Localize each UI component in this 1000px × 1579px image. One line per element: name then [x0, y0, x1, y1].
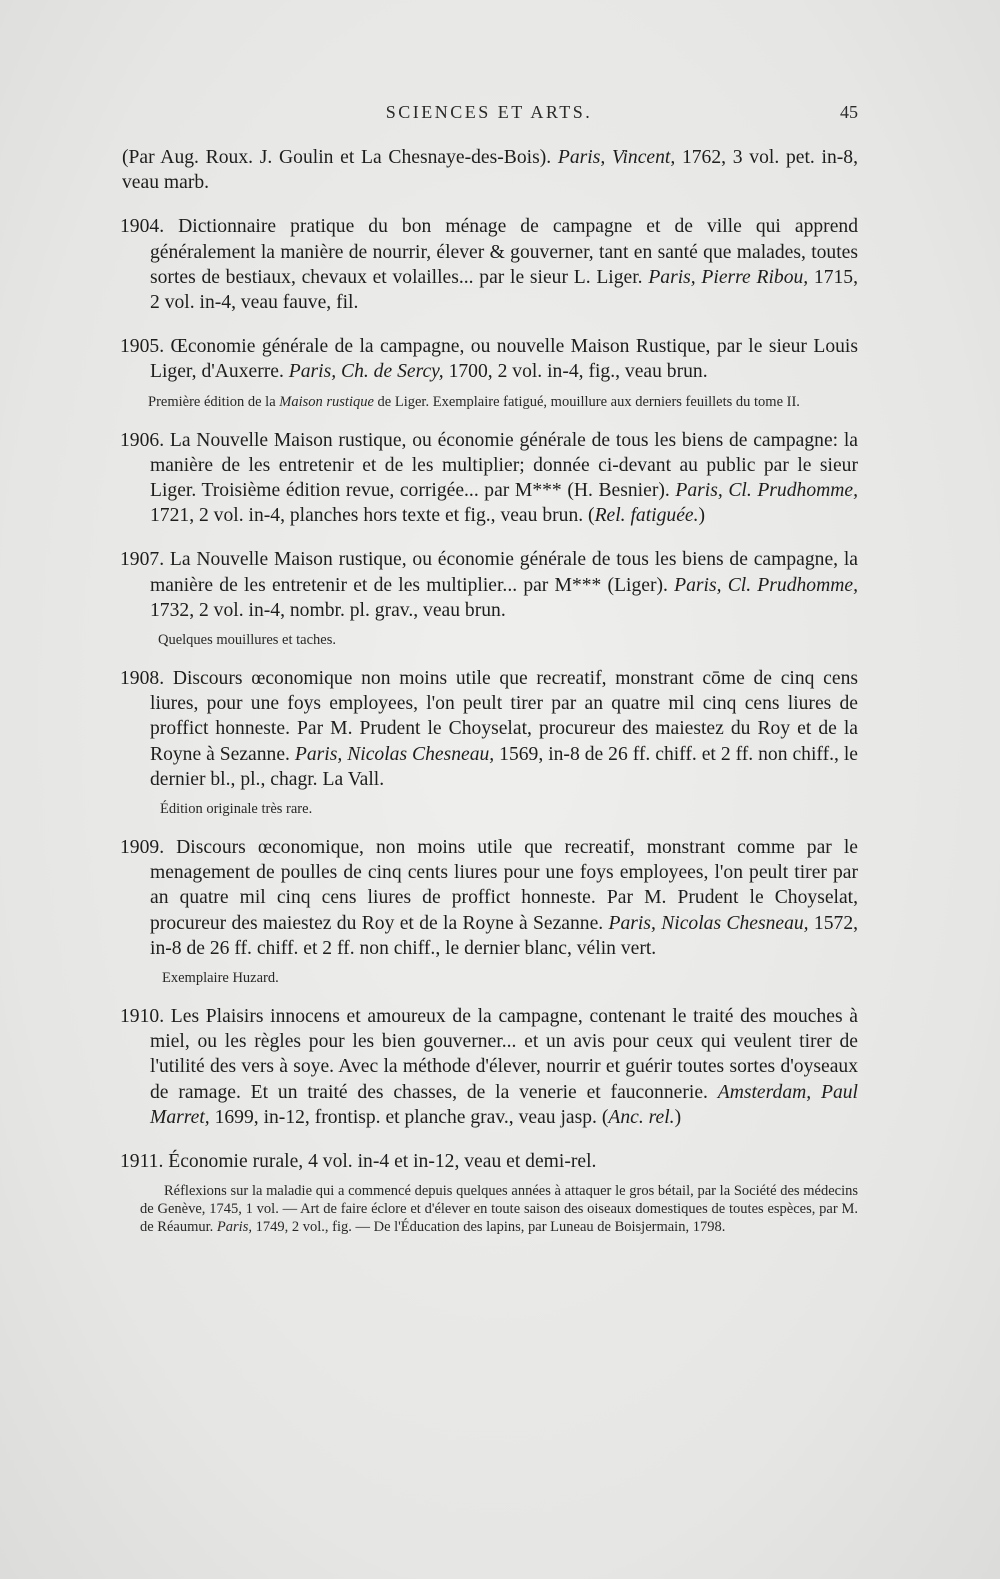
entry-remark: Rel. fatiguée.: [594, 505, 699, 527]
entry-imprint: Paris, Ch. de Sercy,: [288, 361, 444, 383]
entry-number: 1907.: [120, 549, 165, 571]
entry-1904: 1904. Dictionnaire pratique du bon ménage de campagne et de ville qui apprend généralement la manière de nourrir, élever & gouverner, tant en santé que malades, toutes sortes de bestiaux, chevaux et volailles... par le sieur L. Liger. Paris, Pierre Ribou, 1715, 2 vol. in-4, veau fauve, fil.: [120, 216, 859, 314]
entry-number: 1905.: [120, 336, 165, 358]
entry-1909: 1909. Discours œconomique, non moins utile que recreatif, monstrant comme par le menagement de poulles de cinq cents liures pour une foys employees, l'on peult tirer par an quatre mil cinq cens liures de proffict honneste. Par M. Prudent le Choyselat, procureur des maiestez du Roy et de la Royne à Sezanne. Paris, Nicolas Chesneau, 1572, in-8 de 26 ff. chiff. et 2 ff. non chiff., le dernier blanc, vélin vert.: [120, 837, 859, 959]
running-title: SCIENCES ET ARTS.: [385, 102, 593, 122]
entry-1907: 1907. La Nouvelle Maison rustique, ou économie générale de tous les biens de campagne, la manière de les entretenir et de les multiplier... par M*** (Liger). Paris, Cl. Prudhomme, 1732, 2 vol. in-4, nombr. pl. grav., veau brun.: [120, 549, 858, 621]
entry-1911: 1911. Économie rurale, 4 vol. in-4 et in-12, veau et demi-rel.: [120, 1151, 597, 1173]
entry-note: Quelques mouillures et taches.: [158, 632, 336, 649]
entry-note: Réflexions sur la maladie qui a commencé depuis quelques années à attaquer le gros bétail, par la Société des médecins de Genève, 1745, 1 vol. — Art de faire éclore et d'élever en toute saison des oiseaux domestiques de toutes espèces, par M. de Réaumur. Paris, 1749, 2 vol., fig. — De l'Éducation des lapins, par Luneau de Boisjermain, 1798.: [140, 1183, 858, 1236]
entry-continuation: (Par Aug. Roux. J. Goulin et La Chesnaye-des-Bois). Paris, Vincent, 1762, 3 vol. pet. in-8, veau marb.: [122, 147, 858, 194]
entry-imprint: Paris, Vincent,: [557, 147, 676, 168]
entry-note: Exemplaire Huzard.: [162, 970, 279, 987]
entry-1906: 1906. La Nouvelle Maison rustique, ou économie générale de tous les biens de campagne: la manière de les entretenir et de les multiplier; donnée ci-devant au public par le sieur Liger. Troisième édition revue, corrigée... par M*** (H. Besnier). Paris, Cl. Prudhomme, 1721, 2 vol. in-4, planches hors texte et fig., veau brun. (Rel. fatiguée.): [120, 429, 859, 527]
entry-imprint: Paris, Nicolas Chesneau,: [294, 743, 495, 765]
entry-number: 1906.: [120, 429, 165, 451]
page-number: 45: [840, 102, 858, 122]
entry-note: Édition originale très rare.: [160, 801, 313, 818]
entry-note: Première édition de la Maison rustique de Liger. Exemplaire fatigué, mouillure aux derniers feuillets du tome II.: [148, 393, 800, 410]
entry-number: 1910.: [120, 1006, 165, 1028]
entry-1905: 1905. Œconomie générale de la campagne, ou nouvelle Maison Rustique, par le sieur Louis Liger, d'Auxerre. Paris, Ch. de Sercy, 1700, 2 vol. in-4, fig., veau brun.: [120, 336, 858, 383]
entry-remark: Anc. rel.: [608, 1106, 675, 1128]
entry-number: 1908.: [120, 668, 165, 690]
entry-number: 1909.: [120, 837, 165, 859]
entry-imprint: Paris, Cl. Prudhomme,: [674, 574, 858, 596]
entry-imprint: Amsterdam, Paul Marret,: [150, 1081, 858, 1128]
entry-number: 1911.: [120, 1151, 164, 1173]
entry-imprint: Paris, Pierre Ribou,: [648, 266, 809, 288]
entry-imprint: Paris, Cl. Prudhomme,: [675, 480, 859, 502]
entry-1910: 1910. Les Plaisirs innocens et amoureux de la campagne, contenant le traité des mouches à miel, ou les règles pour les bien gouverner... et un avis pour ceux qui veulent tirer de l'utilité des vers à soye. Avec la méthode d'élever, nourrir et guérir toutes sortes d'oyseaux de ramage. Et un traité des chasses, de la venerie et fauconnerie. Amsterdam, Paul Marret, 1699, in-12, frontisp. et planche grav., veau jasp. (Anc. rel.): [120, 1006, 858, 1128]
entry-number: 1904.: [120, 216, 165, 238]
entry-imprint: Paris, Nicolas Chesneau,: [608, 912, 809, 934]
catalogue-entries: [120, 145, 858, 1236]
entry-1908: 1908. Discours œconomique non moins utile que recreatif, monstrant cōme de cinq cens liures, pour une foys employees, l'on peult tirer par an quatre mil cinq cens liures de proffict honneste. Par M. Prudent le Choyselat, procureur des maiestez du Roy et de la Royne à Sezanne. Paris, Nicolas Chesneau, 1569, in-8 de 26 ff. chiff. et 2 ff. non chiff., le dernier bl., pl., chagr. La Vall.: [120, 668, 858, 790]
page-header: [120, 102, 858, 126]
